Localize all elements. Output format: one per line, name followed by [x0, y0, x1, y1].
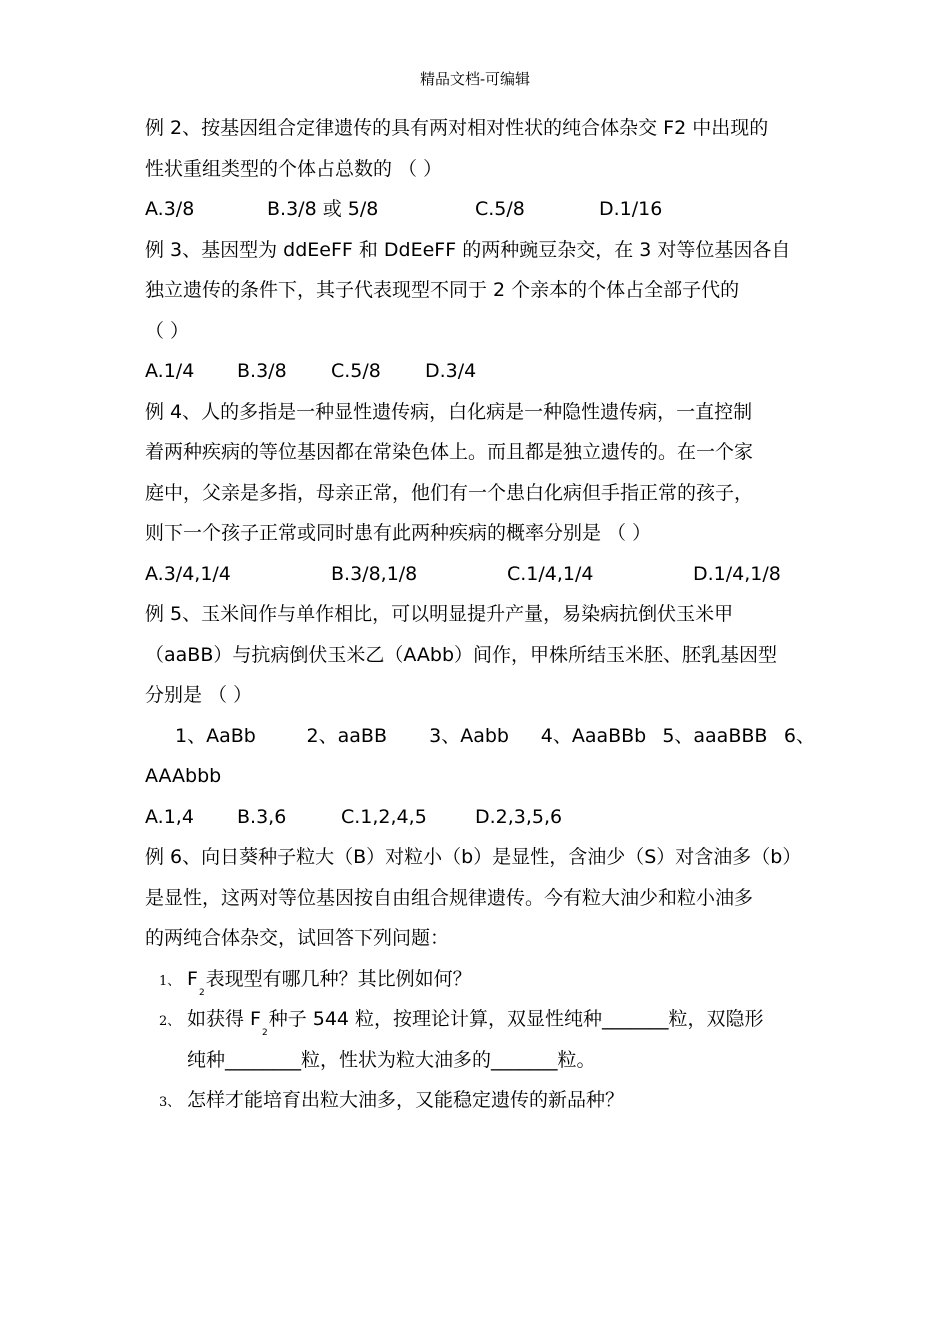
option-a: A.3/4,1/4	[145, 562, 231, 585]
question-1: 1、 $F_2$表现型有哪几种？其比例如何？	[145, 959, 815, 1000]
example-5-line-5: AAAbbb	[145, 765, 222, 787]
genotype-item: 1、AaBb	[175, 724, 256, 747]
example-6-line-3: 的两纯合体杂交，试回答下列问题：	[145, 927, 450, 949]
option-c: C.1,2,4,5	[341, 805, 427, 828]
option-a: A.1/4	[145, 360, 195, 382]
genotype-item: 3、Aabb	[429, 724, 509, 747]
example-5-line-1: 例 5、玉米间作与单作相比，可以明显提升产量，易染病抗倒伏玉米甲	[145, 603, 734, 625]
example-2-options	[145, 189, 815, 230]
example-3-options	[145, 351, 815, 392]
option-d: D.3/4	[425, 360, 477, 382]
example-5-genotype-list	[145, 716, 815, 757]
genotype-item: 6、	[783, 724, 815, 747]
option-c: C.1/4,1/4	[507, 562, 594, 585]
option-c: C.5/8	[331, 360, 381, 382]
example-4-line-2: 着两种疾病的等位基因都在常染色体上。而且都是独立遗传的。在一个家	[145, 441, 754, 463]
subscript: 2	[261, 1028, 268, 1038]
page-header: 精品文档-可编辑	[419, 70, 531, 88]
subscript: 2	[198, 987, 205, 998]
option-a: A.1,4	[145, 805, 194, 828]
example-4-options	[145, 554, 815, 595]
question-number: 1、	[159, 973, 181, 989]
example-5-line-3: 分别是 （ ）	[145, 684, 253, 706]
example-4-line-4: 则下一个孩子正常或同时患有此两种疾病的概率分别是 （ ）	[145, 522, 652, 544]
option-d: D.1/4,1/8	[693, 562, 781, 585]
question-3: 3、 怎样才能培育出粒大油多，又能稳定遗传的新品种？	[145, 1080, 815, 1121]
example-4-line-3: 庭中，父亲是多指，母亲正常，他们有一个患白化病但手指正常的孩子，	[145, 481, 754, 504]
example-5-options	[145, 797, 815, 838]
genotype-item: 2、aaBB	[306, 724, 387, 747]
question-number: 2、	[159, 1014, 181, 1029]
option-b: B.3/8,1/8	[331, 562, 418, 585]
example-2-line-2: 性状重组类型的个体占总数的 （ ）	[145, 157, 443, 180]
example-6-line-2: 是显性，这两对等位基因按自由组合规律遗传。今有粒大油少和粒小油多	[145, 886, 754, 909]
question-number: 3、	[159, 1095, 181, 1110]
option-b: B.3/8	[237, 360, 287, 382]
example-5-line-2: （aaBB）与抗病倒伏玉米乙（AAbb）间作，甲株所结玉米胚、胚乳基因型	[145, 643, 778, 666]
example-3-line-2: 独立遗传的条件下，其子代表现型不同于 2 个亲本的个体占全部子代的	[145, 279, 740, 301]
genotype-item: 5、aaaBBB	[662, 724, 768, 747]
question-2: 2、 如获得 $F_2$种子 544 粒，按理论计算，双显性纯种_______粒，双隐形	[145, 999, 815, 1040]
question-2-line-2: 纯种________粒，性状为粒大油多的_______粒。	[187, 1048, 596, 1071]
example-4-line-1: 例 4、人的多指是一种显性遗传病，白化病是一种隐性遗传病，一直控制	[145, 400, 753, 423]
example-6-line-1: 例 6、向日葵种子粒大（B）对粒小（b）是显性，含油少（S）对含油多（b）	[145, 846, 802, 868]
option-a: A.3/8	[145, 198, 195, 220]
option-b: B.3/8 或 5/8	[267, 198, 379, 220]
option-b: B.3,6	[237, 805, 287, 828]
example-3-line-3: （ ）	[145, 319, 190, 342]
document-body	[145, 108, 815, 1121]
example-3-line-1: 例 3、基因型为 ddEeFF 和 DdEeFF 的两种豌豆杂交，在 3 对等位基因各自	[145, 238, 791, 261]
option-d: D.1/16	[599, 198, 663, 220]
example-2-line-1: 例 2、按基因组合定律遗传的具有两对相对性状的纯合体杂交 F2 中出现的	[145, 117, 769, 139]
option-c: C.5/8	[475, 198, 525, 220]
option-d: D.2,3,5,6	[475, 805, 563, 828]
genotype-item: 4、AaaBBb	[540, 724, 647, 747]
